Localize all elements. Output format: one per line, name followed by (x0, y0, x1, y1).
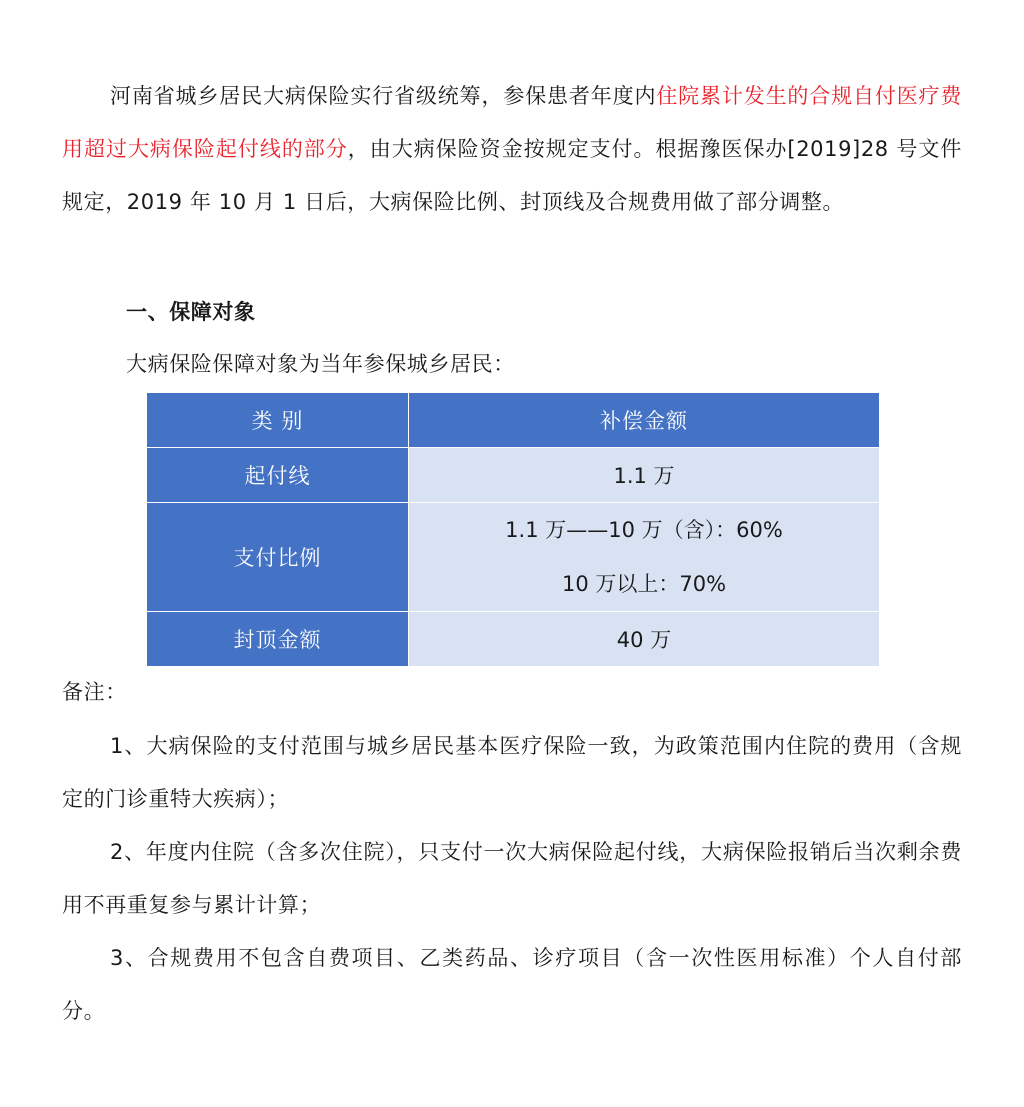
intro-text-end: ，由大病保险资金按规定支付。根据豫医保办[2019]28 号文件规定，2019 年 10 月 1 日后，大病保险比例、封顶线及合规费用做了部分调整。 (62, 137, 962, 214)
table-row-deductible (147, 448, 880, 503)
table-header-row (147, 393, 880, 448)
intro-highlight-text: 住院累计发生的合规自付医疗费用超过大病保险起付线的部分 (62, 84, 962, 161)
note-item: 1、大病保险的支付范围与城乡居民基本医疗保险一致，为政策范围内住院的费用（含规定的门诊重特大疾病）； (62, 734, 962, 811)
ratio-tier-1: 1.1 万——10 万（含）：60% (505, 518, 783, 542)
intro-text-start: 河南省城乡居民大病保险实行省级统筹，参保患者年度内 (110, 84, 657, 108)
benefit-table (146, 392, 880, 667)
deductible-label: 起付线 (147, 448, 409, 503)
coverage-target-text: 大病保险保障对象为当年参保城乡居民： (126, 352, 515, 376)
intro-paragraph (62, 70, 962, 229)
cap-value: 40 万 (409, 612, 880, 667)
header-category: 类 别 (147, 393, 409, 448)
deductible-value: 1.1 万 (409, 448, 880, 503)
section-heading-coverage: 一、保障对象 (126, 300, 256, 324)
header-compensation: 补偿金额 (409, 393, 880, 448)
notes-label: 备注： (62, 680, 127, 704)
ratio-tier-2: 10 万以上：70% (561, 572, 727, 596)
note-item: 2、年度内住院（含多次住院），只支付一次大病保险起付线，大病保险报销后当次剩余费用不再重复参与累计计算； (62, 840, 962, 917)
payment-ratio-values (409, 503, 880, 612)
cap-label: 封顶金额 (147, 612, 409, 667)
note-item: 3、合规费用不包含自费项目、乙类药品、诊疗项目（含一次性医用标准）个人自付部分。 (62, 946, 962, 1023)
table-row-cap (147, 612, 880, 667)
table-row-payment-ratio (147, 503, 880, 612)
payment-ratio-label: 支付比例 (147, 503, 409, 612)
